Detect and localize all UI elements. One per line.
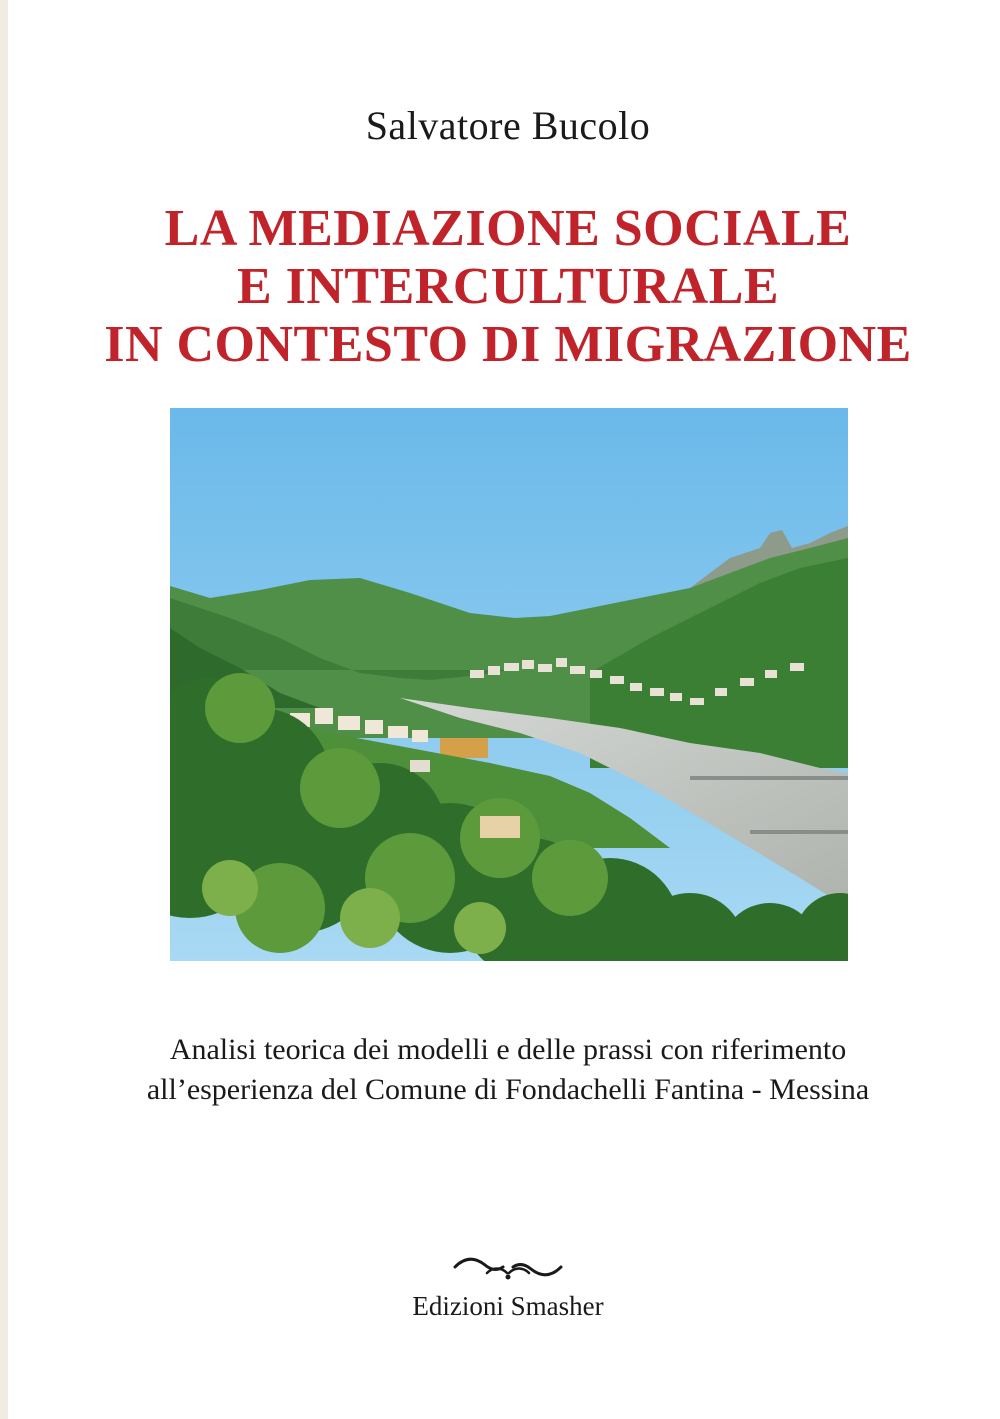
book-subtitle [8, 1030, 1000, 1110]
cover-landscape-photo [170, 408, 848, 961]
title-line: IN CONTESTO DI MIGRAZIONE [104, 316, 912, 373]
subtitle-line: Analisi teorica dei modelli e delle prassi con riferimento [169, 1033, 847, 1066]
wave-ornament-icon [453, 1253, 563, 1281]
publisher-name: Edizioni Smasher [412, 1291, 604, 1321]
title-line: LA MEDIAZIONE SOCIALE [164, 200, 852, 257]
subtitle-line: all’esperienza del Comune di Fondachelli Fantina - Messina [146, 1073, 870, 1106]
book-title [8, 200, 1000, 374]
author-name: Salvatore Bucolo [365, 103, 651, 148]
title-line: E INTERCULTURALE [236, 258, 780, 315]
